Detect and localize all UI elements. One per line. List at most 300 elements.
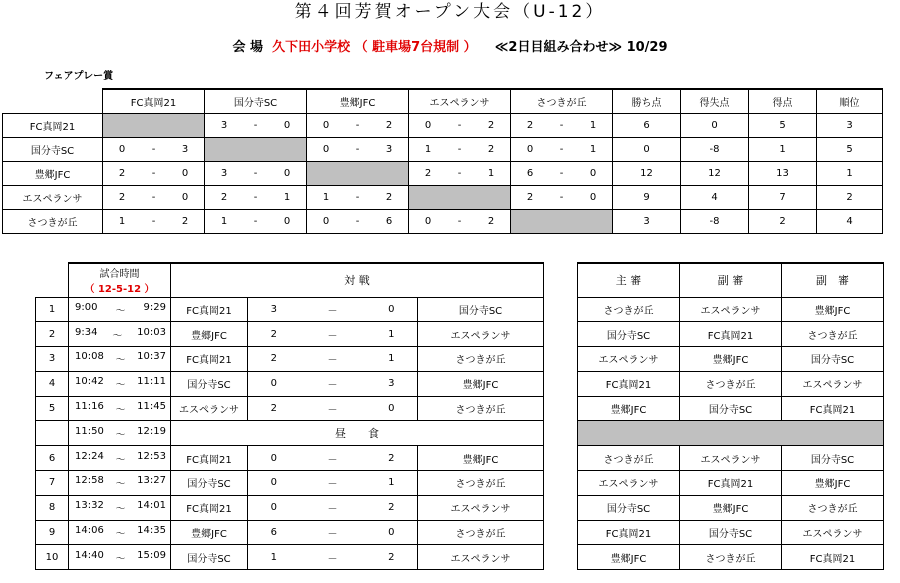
referee-name: 国分寺SC bbox=[578, 495, 680, 520]
home-score: 2 bbox=[248, 347, 300, 372]
standings-row bbox=[3, 209, 883, 233]
standings-points: 12 bbox=[613, 161, 681, 185]
lunch-gray-cell bbox=[578, 421, 884, 446]
standings-header-row bbox=[3, 89, 883, 113]
match-number: 10 bbox=[36, 545, 69, 570]
time-range bbox=[69, 376, 170, 391]
score-against: 0 bbox=[283, 167, 291, 179]
end-time: 11:11 bbox=[137, 376, 166, 388]
score-dash: - bbox=[559, 167, 564, 179]
away-score: 1 bbox=[366, 471, 418, 496]
match-time bbox=[69, 446, 171, 471]
standings-diff: -8 bbox=[681, 137, 749, 161]
match-result-cell bbox=[103, 161, 205, 185]
start-time: 9:34 bbox=[75, 326, 98, 338]
match-result-cell bbox=[103, 185, 205, 209]
score bbox=[103, 144, 204, 155]
away-team: エスペランサ bbox=[418, 495, 544, 520]
score-for: 2 bbox=[220, 191, 228, 203]
referees-header-row bbox=[578, 263, 884, 297]
tilde: ～ bbox=[112, 330, 123, 342]
match-number: 3 bbox=[36, 347, 69, 372]
schedule-corner bbox=[36, 263, 69, 297]
home-score: 2 bbox=[248, 322, 300, 347]
standings-row bbox=[3, 113, 883, 137]
score-dash: － bbox=[300, 396, 366, 421]
score-against: 1 bbox=[589, 143, 597, 155]
tilde: ～ bbox=[115, 479, 126, 491]
score-for: 0 bbox=[118, 143, 126, 155]
referee-name: 国分寺SC bbox=[680, 520, 782, 545]
home-score: 3 bbox=[248, 297, 300, 322]
score-dash: － bbox=[300, 520, 366, 545]
self-match-cell bbox=[511, 209, 613, 233]
standings-goals: 13 bbox=[749, 161, 817, 185]
time-range bbox=[69, 451, 170, 466]
home-score: 1 bbox=[248, 545, 300, 570]
standings-column-header: 豊郷JFC bbox=[307, 89, 409, 113]
referee-name: さつきが丘 bbox=[680, 371, 782, 396]
score-dash: - bbox=[253, 215, 258, 227]
score-dash: - bbox=[457, 215, 462, 227]
score-dash: － bbox=[300, 545, 366, 570]
score-dash: - bbox=[355, 215, 360, 227]
schedule-row bbox=[36, 520, 544, 545]
standings-rank: 5 bbox=[817, 137, 883, 161]
score-against: 6 bbox=[385, 215, 393, 227]
schedule-row bbox=[36, 421, 544, 446]
match-time bbox=[69, 297, 171, 322]
score-for: 3 bbox=[220, 119, 228, 131]
score-dash: - bbox=[559, 191, 564, 203]
referees-row bbox=[578, 421, 884, 446]
score-against: 2 bbox=[487, 119, 495, 131]
tilde: ～ bbox=[115, 454, 126, 466]
match-number: 5 bbox=[36, 396, 69, 421]
score-against: 0 bbox=[283, 215, 291, 227]
referee-name: さつきが丘 bbox=[578, 297, 680, 322]
referees-row bbox=[578, 297, 884, 322]
referee-name: 豊郷JFC bbox=[680, 495, 782, 520]
score-dash: - bbox=[151, 167, 156, 179]
referee-name: FC真岡21 bbox=[578, 371, 680, 396]
time-range bbox=[69, 426, 170, 441]
score-for: 0 bbox=[526, 143, 534, 155]
referee-name: エスペランサ bbox=[578, 347, 680, 372]
tilde: ～ bbox=[115, 429, 126, 441]
score-dash: - bbox=[457, 167, 462, 179]
away-team: 国分寺SC bbox=[418, 297, 544, 322]
score-for: 3 bbox=[220, 167, 228, 179]
referee-name: さつきが丘 bbox=[782, 322, 884, 347]
away-score: 1 bbox=[366, 347, 418, 372]
score-against: 2 bbox=[487, 143, 495, 155]
start-time: 14:06 bbox=[75, 525, 104, 537]
match-result-cell bbox=[103, 209, 205, 233]
schedule-row bbox=[36, 471, 544, 496]
time-header-label: 試合時間 bbox=[99, 269, 140, 281]
score bbox=[409, 216, 510, 227]
referee-name: FC真岡21 bbox=[782, 545, 884, 570]
referee-name: 国分寺SC bbox=[782, 446, 884, 471]
self-match-cell bbox=[103, 113, 205, 137]
score-against: 0 bbox=[181, 191, 189, 203]
standings-column-header: エスペランサ bbox=[409, 89, 511, 113]
score bbox=[307, 144, 408, 155]
referee-name: 国分寺SC bbox=[782, 347, 884, 372]
tilde: ～ bbox=[115, 553, 126, 565]
standings-points: 0 bbox=[613, 137, 681, 161]
match-result-cell bbox=[511, 137, 613, 161]
match-number: 6 bbox=[36, 446, 69, 471]
score bbox=[511, 168, 612, 179]
start-time: 9:00 bbox=[75, 301, 98, 313]
start-time: 12:24 bbox=[75, 450, 104, 462]
score-dash: － bbox=[300, 322, 366, 347]
referee-name: FC真岡21 bbox=[782, 396, 884, 421]
tilde: ～ bbox=[115, 529, 126, 541]
end-time: 15:09 bbox=[137, 549, 166, 561]
standings-diff: 12 bbox=[681, 161, 749, 185]
standings-team-name: エスペランサ bbox=[3, 185, 103, 209]
score-dash: － bbox=[300, 347, 366, 372]
referee-name: 豊郷JFC bbox=[782, 471, 884, 496]
away-team: さつきが丘 bbox=[418, 520, 544, 545]
score-for: 1 bbox=[118, 215, 126, 227]
referees-row bbox=[578, 347, 884, 372]
score-dash: - bbox=[151, 191, 156, 203]
score-against: 0 bbox=[181, 167, 189, 179]
away-team: エスペランサ bbox=[418, 545, 544, 570]
match-result-cell bbox=[205, 161, 307, 185]
score-for: 0 bbox=[322, 215, 330, 227]
standings-row bbox=[3, 185, 883, 209]
standings-column-header: 国分寺SC bbox=[205, 89, 307, 113]
referees-table bbox=[577, 262, 884, 570]
end-time: 14:35 bbox=[137, 525, 166, 537]
away-score: 2 bbox=[366, 545, 418, 570]
score-dash: - bbox=[457, 119, 462, 131]
away-score: 0 bbox=[366, 396, 418, 421]
standings-rank: 3 bbox=[817, 113, 883, 137]
score-for: 2 bbox=[118, 167, 126, 179]
score-against: 3 bbox=[181, 143, 189, 155]
standings-column-header: 順位 bbox=[817, 89, 883, 113]
match-time bbox=[69, 520, 171, 545]
match-number: 4 bbox=[36, 371, 69, 396]
referee-name: さつきが丘 bbox=[578, 446, 680, 471]
start-time: 11:16 bbox=[75, 401, 104, 413]
away-score: 2 bbox=[366, 446, 418, 471]
score-for: 2 bbox=[424, 167, 432, 179]
home-score: 6 bbox=[248, 520, 300, 545]
time-range bbox=[69, 500, 170, 515]
match-number: 7 bbox=[36, 471, 69, 496]
referees-row bbox=[578, 396, 884, 421]
standings-goals: 1 bbox=[749, 137, 817, 161]
score bbox=[103, 216, 204, 227]
score bbox=[103, 192, 204, 203]
referee-name: 国分寺SC bbox=[680, 396, 782, 421]
referee-name: さつきが丘 bbox=[680, 545, 782, 570]
home-team: 豊郷JFC bbox=[171, 322, 248, 347]
away-team: さつきが丘 bbox=[418, 347, 544, 372]
score bbox=[205, 216, 306, 227]
page-title: 第４回芳賀オープン大会（U-12） bbox=[294, 2, 606, 22]
match-result-cell bbox=[205, 113, 307, 137]
referee-name: エスペランサ bbox=[782, 520, 884, 545]
score-dash: － bbox=[300, 297, 366, 322]
tilde: ～ bbox=[115, 380, 126, 392]
score-dash: - bbox=[253, 191, 258, 203]
tilde: ～ bbox=[115, 305, 126, 317]
schedule-table bbox=[35, 262, 544, 570]
match-result-cell bbox=[103, 137, 205, 161]
match-result-cell bbox=[307, 113, 409, 137]
score-against: 1 bbox=[283, 191, 291, 203]
referees-row bbox=[578, 545, 884, 570]
schedule-row bbox=[36, 396, 544, 421]
score bbox=[511, 192, 612, 203]
score-dash: － bbox=[300, 495, 366, 520]
score-against: 0 bbox=[589, 167, 597, 179]
schedule-row bbox=[36, 495, 544, 520]
score-against: 2 bbox=[385, 191, 393, 203]
score-against: 1 bbox=[487, 167, 495, 179]
standings-team-name: 豊郷JFC bbox=[3, 161, 103, 185]
match-time bbox=[69, 471, 171, 496]
start-time: 10:08 bbox=[75, 351, 104, 363]
standings-column-header: 得失点 bbox=[681, 89, 749, 113]
score-dash: - bbox=[559, 143, 564, 155]
time-range bbox=[69, 302, 170, 317]
time-range bbox=[69, 351, 170, 366]
standings-row bbox=[3, 161, 883, 185]
away-team: 豊郷JFC bbox=[418, 371, 544, 396]
standings-diff: 4 bbox=[681, 185, 749, 209]
referee-name: 豊郷JFC bbox=[680, 347, 782, 372]
home-team: FC真岡21 bbox=[171, 347, 248, 372]
standings-diff: -8 bbox=[681, 209, 749, 233]
referee-column-header: 副 審 bbox=[680, 263, 782, 297]
tilde: ～ bbox=[115, 405, 126, 417]
time-range bbox=[69, 475, 170, 490]
end-time: 12:19 bbox=[137, 425, 166, 437]
match-result-cell bbox=[511, 161, 613, 185]
home-team: 国分寺SC bbox=[171, 471, 248, 496]
schedule-row bbox=[36, 371, 544, 396]
score-for: 2 bbox=[526, 191, 534, 203]
home-score: 0 bbox=[248, 495, 300, 520]
end-time: 9:29 bbox=[143, 301, 166, 313]
score bbox=[307, 216, 408, 227]
score-for: 0 bbox=[322, 143, 330, 155]
home-score: 0 bbox=[248, 371, 300, 396]
score bbox=[103, 168, 204, 179]
referee-name: エスペランサ bbox=[680, 297, 782, 322]
standings-goals: 7 bbox=[749, 185, 817, 209]
end-time: 13:27 bbox=[137, 475, 166, 487]
score-dash: - bbox=[253, 167, 258, 179]
match-result-cell bbox=[409, 161, 511, 185]
standings-goals: 5 bbox=[749, 113, 817, 137]
standings-table bbox=[2, 88, 883, 234]
away-score: 2 bbox=[366, 495, 418, 520]
match-result-cell bbox=[307, 209, 409, 233]
score-for: 1 bbox=[220, 215, 228, 227]
score bbox=[307, 192, 408, 203]
away-team: エスペランサ bbox=[418, 322, 544, 347]
standings-rank: 2 bbox=[817, 185, 883, 209]
home-score: 0 bbox=[248, 446, 300, 471]
standings-goals: 2 bbox=[749, 209, 817, 233]
referees-row bbox=[578, 471, 884, 496]
end-time: 11:45 bbox=[137, 401, 166, 413]
home-team: 豊郷JFC bbox=[171, 520, 248, 545]
score-against: 0 bbox=[589, 191, 597, 203]
away-score: 1 bbox=[366, 322, 418, 347]
referees-row bbox=[578, 495, 884, 520]
match-result-cell bbox=[307, 185, 409, 209]
time-format-label: （ 12-5-12 ） bbox=[84, 284, 155, 296]
match-result-cell bbox=[205, 185, 307, 209]
score-dash: － bbox=[300, 446, 366, 471]
score-for: 1 bbox=[322, 191, 330, 203]
score bbox=[205, 168, 306, 179]
match-time bbox=[69, 421, 171, 446]
score-for: 0 bbox=[424, 215, 432, 227]
referee-column-header: 主 審 bbox=[578, 263, 680, 297]
score-against: 2 bbox=[181, 215, 189, 227]
time-range bbox=[69, 327, 170, 342]
start-time: 13:32 bbox=[75, 500, 104, 512]
referee-name: エスペランサ bbox=[578, 471, 680, 496]
match-result-cell bbox=[409, 137, 511, 161]
venue-label: 会 場 bbox=[232, 40, 263, 55]
home-team: FC真岡21 bbox=[171, 495, 248, 520]
tilde: ～ bbox=[115, 355, 126, 367]
score bbox=[307, 120, 408, 131]
match-time bbox=[69, 347, 171, 372]
score-dash: - bbox=[355, 191, 360, 203]
score-against: 3 bbox=[385, 143, 393, 155]
self-match-cell bbox=[409, 185, 511, 209]
referee-name: 豊郷JFC bbox=[578, 396, 680, 421]
match-number: 9 bbox=[36, 520, 69, 545]
away-score: 0 bbox=[366, 520, 418, 545]
match-time bbox=[69, 545, 171, 570]
away-score: 3 bbox=[366, 371, 418, 396]
self-match-cell bbox=[205, 137, 307, 161]
match-time bbox=[69, 322, 171, 347]
match-result-cell bbox=[409, 209, 511, 233]
referee-column-header: 副 審 bbox=[782, 263, 884, 297]
match-number: 2 bbox=[36, 322, 69, 347]
schedule-header-row bbox=[36, 263, 544, 297]
referees-row bbox=[578, 520, 884, 545]
match-result-cell bbox=[511, 113, 613, 137]
home-score: 0 bbox=[248, 471, 300, 496]
self-match-cell bbox=[307, 161, 409, 185]
venue-line bbox=[0, 38, 900, 58]
match-number: 8 bbox=[36, 495, 69, 520]
start-time: 11:50 bbox=[75, 425, 104, 437]
start-time: 14:40 bbox=[75, 549, 104, 561]
score-dash: - bbox=[559, 119, 564, 131]
score-dash: - bbox=[457, 143, 462, 155]
referee-name: エスペランサ bbox=[782, 371, 884, 396]
score bbox=[205, 120, 306, 131]
home-team: 国分寺SC bbox=[171, 371, 248, 396]
time-range bbox=[69, 525, 170, 540]
time-range bbox=[69, 550, 170, 565]
score-for: 0 bbox=[322, 119, 330, 131]
score-dash: - bbox=[151, 215, 156, 227]
match-result-cell bbox=[409, 113, 511, 137]
referee-name: エスペランサ bbox=[680, 446, 782, 471]
score-dash: - bbox=[253, 119, 258, 131]
schedule-row bbox=[36, 297, 544, 322]
end-time: 14:01 bbox=[137, 500, 166, 512]
score bbox=[511, 144, 612, 155]
away-score: 0 bbox=[366, 297, 418, 322]
standings-points: 3 bbox=[613, 209, 681, 233]
standings-team-name: 国分寺SC bbox=[3, 137, 103, 161]
lunch-break: 昼 食 bbox=[171, 421, 544, 446]
schedule-row bbox=[36, 322, 544, 347]
standings-rank: 4 bbox=[817, 209, 883, 233]
score-dash: － bbox=[300, 371, 366, 396]
referees-row bbox=[578, 446, 884, 471]
standings-row bbox=[3, 137, 883, 161]
score-for: 2 bbox=[526, 119, 534, 131]
day-label: ≪2日目組み合わせ≫ 10/29 bbox=[494, 40, 668, 55]
time-header bbox=[69, 263, 171, 297]
score-dash: - bbox=[151, 143, 156, 155]
end-time: 10:03 bbox=[137, 326, 166, 338]
venue-name: 久下田小学校 （ 駐車場7台規制 ） bbox=[272, 40, 477, 55]
away-team: 豊郷JFC bbox=[418, 446, 544, 471]
score-dash: - bbox=[355, 119, 360, 131]
referee-name: さつきが丘 bbox=[782, 495, 884, 520]
match-header: 対 戦 bbox=[171, 263, 544, 297]
home-team: 国分寺SC bbox=[171, 545, 248, 570]
score-against: 0 bbox=[283, 119, 291, 131]
score bbox=[409, 144, 510, 155]
end-time: 10:37 bbox=[137, 351, 166, 363]
tilde: ～ bbox=[115, 504, 126, 516]
standings-column-header: FC真岡21 bbox=[103, 89, 205, 113]
referee-name: FC真岡21 bbox=[680, 322, 782, 347]
schedule-row bbox=[36, 446, 544, 471]
standings-column-header: さつきが丘 bbox=[511, 89, 613, 113]
match-result-cell bbox=[307, 137, 409, 161]
match-time bbox=[69, 371, 171, 396]
score-against: 2 bbox=[385, 119, 393, 131]
match-time bbox=[69, 396, 171, 421]
home-score: 2 bbox=[248, 396, 300, 421]
home-team: FC真岡21 bbox=[171, 446, 248, 471]
score-against: 1 bbox=[589, 119, 597, 131]
score-dash: － bbox=[300, 471, 366, 496]
referees-row bbox=[578, 371, 884, 396]
away-team: さつきが丘 bbox=[418, 471, 544, 496]
start-time: 10:42 bbox=[75, 376, 104, 388]
schedule-row bbox=[36, 347, 544, 372]
standings-rank: 1 bbox=[817, 161, 883, 185]
time-range bbox=[69, 401, 170, 416]
referees-row bbox=[578, 322, 884, 347]
